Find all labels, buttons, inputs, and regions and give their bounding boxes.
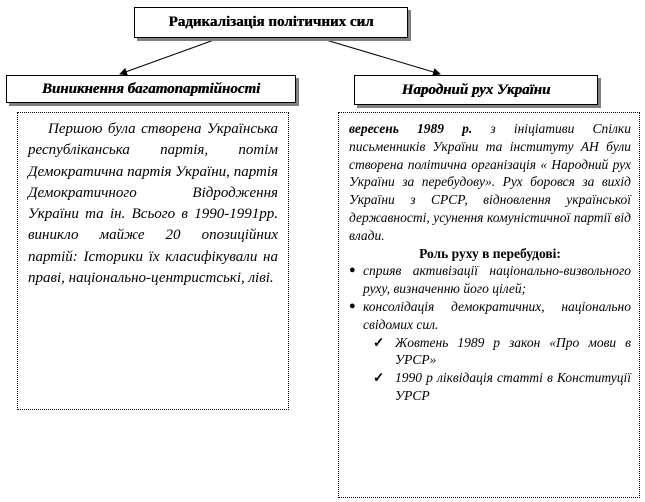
check-item [349, 369, 631, 405]
bullet-text: сприяв активізації національно-визвольного руху, визначенню його цілей; [363, 263, 631, 297]
check-item [349, 334, 631, 370]
left-paragraph: Першою була створена Українська республіканська партія, потім Демократична партія України, партія Демократичного Відродження України та ін. Всього в 1990-1991рр. виникло майже 20 опозиційних партій: Історики їх класифікували на праві, національно-центристські, ліві. [28, 121, 278, 287]
check-text: 1990 р ліквідація статті в Конституції УРСР [395, 370, 631, 403]
arrow-to-left [120, 40, 214, 74]
left-content-box [17, 112, 289, 410]
bullet-icon: ● [349, 299, 356, 312]
right-header: Народний рух України [354, 75, 598, 105]
bullet-icon: ● [349, 264, 356, 277]
right-content-box [338, 112, 640, 498]
left-header: Виникнення багатопартійності [6, 75, 296, 103]
intro-date: вересень 1989 р. [349, 121, 473, 136]
roles-title: Роль руху в перебудові: [419, 245, 561, 261]
diagram-title: Радикалізація політичних сил [134, 7, 408, 38]
bullet-item [349, 262, 631, 298]
intro-text: з ініціативи Спілки письменників України та інституту АН були створена політична організація « Народний рух України за перебудову». Рух боровся за вихід України з СРСР, відновлення української державності, усунення комуністичної партії від влади. [349, 121, 631, 243]
bullet-text: консолідація демократичних, національно свідомих сил. [363, 298, 631, 332]
checkmark-icon: ✓ [373, 370, 385, 386]
bullet-item [349, 298, 631, 334]
right-intro [349, 120, 631, 245]
arrow-to-right [326, 40, 440, 74]
checkmark-icon: ✓ [373, 334, 385, 350]
check-text: Жовтень 1989 р закон «Про мови в УРСР» [395, 334, 631, 368]
